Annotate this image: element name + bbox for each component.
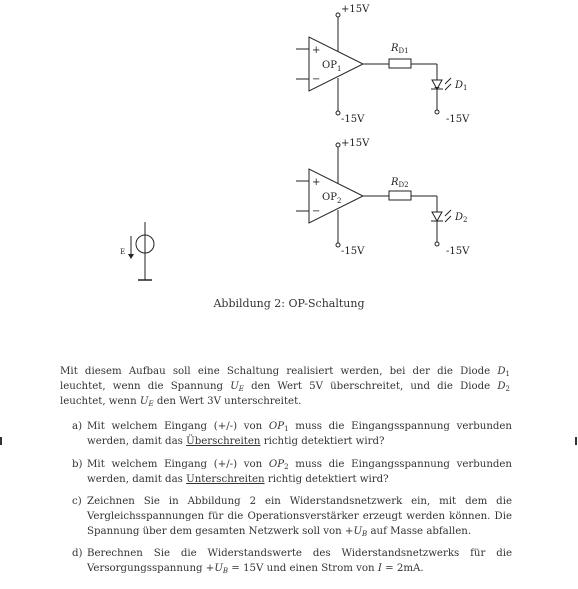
- op2-supply-top-label: +15V: [341, 138, 370, 149]
- d2-label: $D_2$: [455, 212, 468, 224]
- op2-plus-sign: +: [312, 177, 321, 188]
- op1-supply-bottom-label: -15V: [341, 114, 365, 125]
- question-a: a) Mit welchem Eingang (+/-) von $OP_1$ muss die Eingangsspannung verbunden werden, damit das Überschreiten richtig detektiert wird?: [72, 421, 512, 447]
- question-b: b) Mit welchem Eingang (+/-) von $OP_2$ muss die Eingangsspannung verbunden werden, damit das Unterschreiten richtig detektiert wird?: [72, 459, 512, 485]
- op1-minus-sign: −: [312, 74, 321, 85]
- op2-minus-sign: −: [312, 206, 321, 217]
- resistor-rd2: [389, 191, 411, 200]
- intro-paragraph: Mit diesem Aufbau soll eine Schaltung realisiert werden, bei der die Diode $D_1$ leuchtet, wenn die Spannung $U_E$ den Wert 5V überschreitet, und die Diode $D_2$ leuchtet, wenn $U_E$ den Wert 3V unterschreitet.: [60, 366, 511, 408]
- d1-label: $D_1$: [455, 80, 468, 92]
- rd1-label: $R_{D1}$: [391, 43, 409, 55]
- op1-plus-sign: +: [312, 45, 321, 56]
- op1-supply-top-label: +15V: [341, 4, 370, 15]
- op1-label: $OP_1$: [322, 60, 342, 73]
- op2-label: $OP_2$: [322, 192, 342, 205]
- question-d: d) Berechnen Sie die Widerstandswerte des Widerstandsnetzwerks für die Versorgungsspannung $+U_B = 15V$ und einen Strom von I = 2mA.: [72, 548, 512, 575]
- question-c: c) Zeichnen Sie in Abbildung 2 ein Widerstandsnetzwerk ein, mit dem die Vergleichsspannungen für die Operationsverstärker erzeugt werden können. Die Spannung über dem gesamten Netzwerk soll von $+U_B$ auf Masse abfallen.: [72, 496, 512, 538]
- d1-supply-label: -15V: [446, 114, 470, 125]
- source-label: E: [120, 248, 126, 256]
- diode-d2: [432, 212, 442, 221]
- resistor-rd1: [389, 59, 411, 68]
- figure-caption: Abbildung 2: OP-Schaltung: [213, 297, 365, 310]
- left-page-mark: [0, 437, 2, 445]
- rd2-label: $R_{D2}$: [391, 177, 409, 189]
- right-page-mark: [575, 437, 577, 445]
- op2-supply-bottom-label: -15V: [341, 246, 365, 257]
- d2-supply-label: -15V: [446, 246, 470, 257]
